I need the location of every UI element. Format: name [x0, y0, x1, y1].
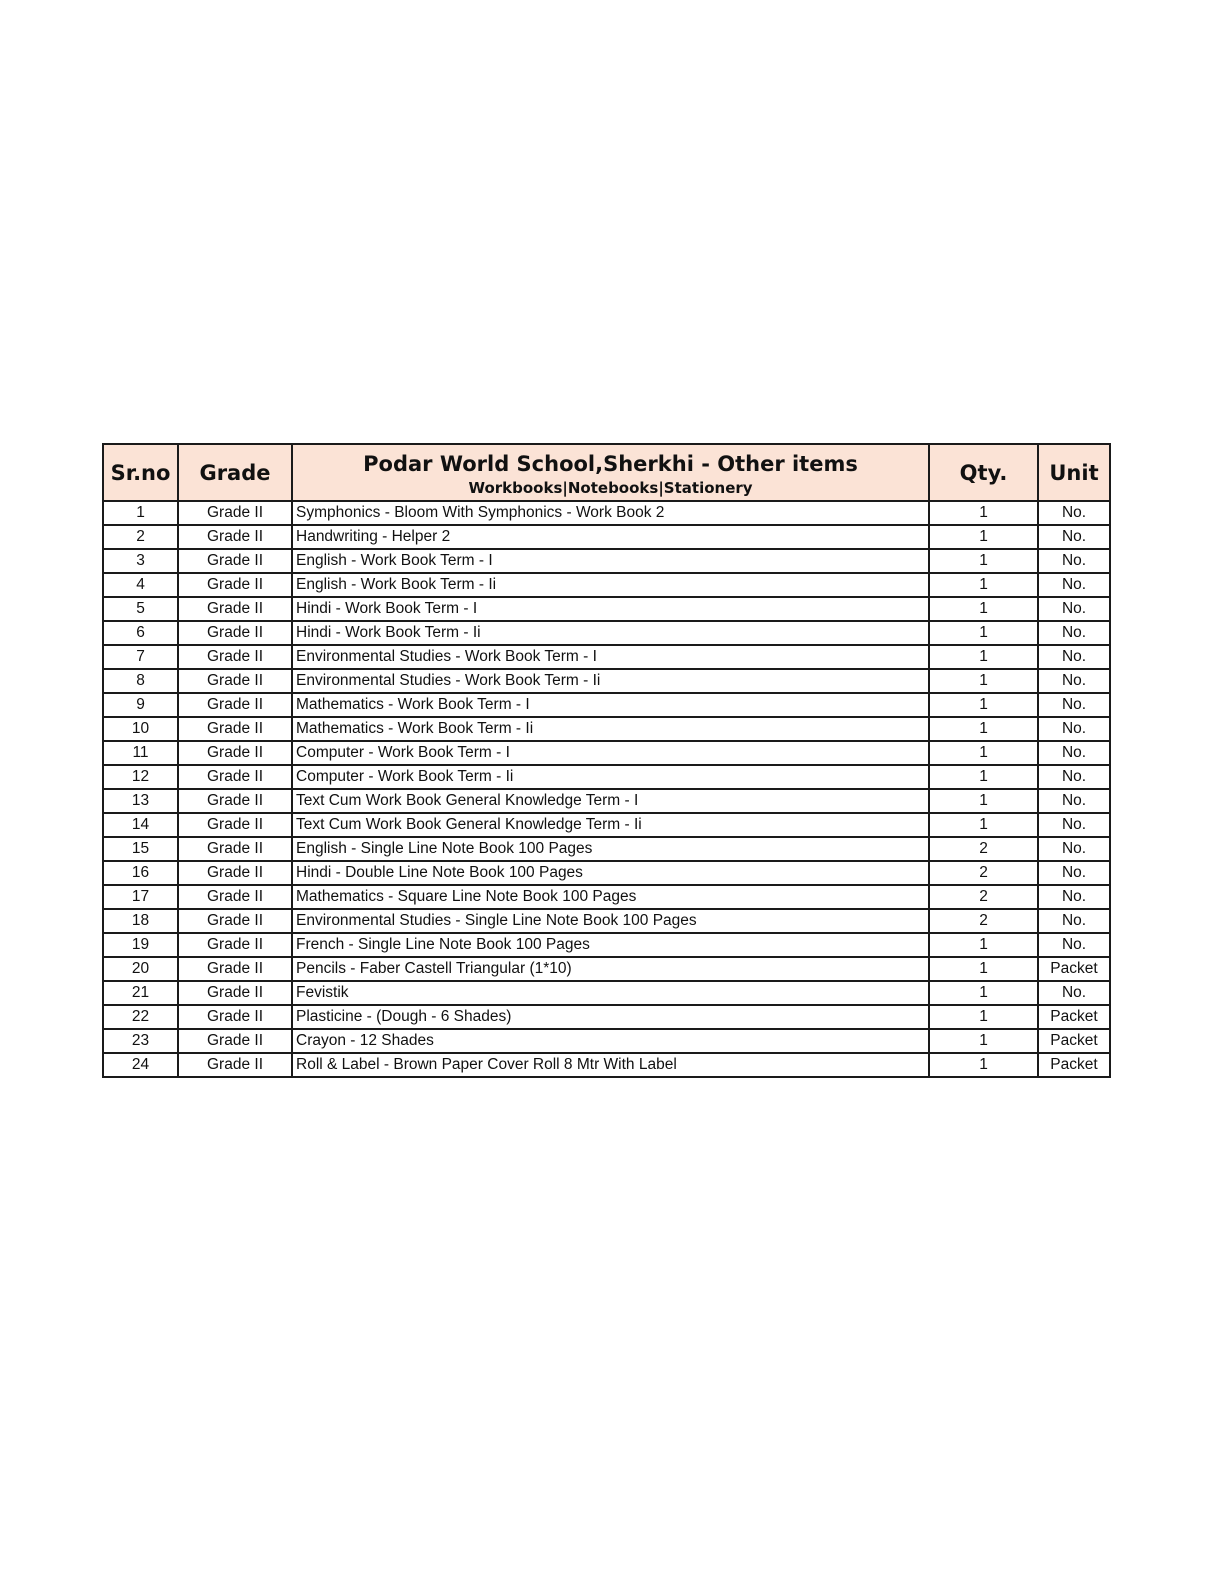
- row-qty: 1: [929, 1005, 1038, 1029]
- row-grade: Grade II: [178, 813, 292, 837]
- table-row: [103, 597, 1110, 621]
- header-title-cell: [292, 444, 929, 501]
- row-unit: No.: [1038, 525, 1110, 549]
- row-grade: Grade II: [178, 1005, 292, 1029]
- row-grade: Grade II: [178, 597, 292, 621]
- row-unit: No.: [1038, 693, 1110, 717]
- row-unit: No.: [1038, 597, 1110, 621]
- row-grade: Grade II: [178, 981, 292, 1005]
- table-header: [103, 444, 1110, 501]
- row-unit: No.: [1038, 909, 1110, 933]
- row-sr-no: 10: [103, 717, 178, 741]
- row-unit: No.: [1038, 789, 1110, 813]
- row-sr-no: 4: [103, 573, 178, 597]
- row-qty: 1: [929, 525, 1038, 549]
- table-row: [103, 813, 1110, 837]
- table-row: [103, 717, 1110, 741]
- items-table: [102, 443, 1111, 1078]
- table-row: [103, 525, 1110, 549]
- row-qty: 1: [929, 621, 1038, 645]
- row-qty: 1: [929, 693, 1038, 717]
- row-grade: Grade II: [178, 1029, 292, 1053]
- row-item-name: English - Work Book Term - Ii: [292, 573, 929, 597]
- row-unit: No.: [1038, 933, 1110, 957]
- row-grade: Grade II: [178, 645, 292, 669]
- row-grade: Grade II: [178, 765, 292, 789]
- row-item-name: Mathematics - Work Book Term - Ii: [292, 717, 929, 741]
- row-qty: 2: [929, 885, 1038, 909]
- table-row: [103, 669, 1110, 693]
- row-sr-no: 17: [103, 885, 178, 909]
- row-unit: No.: [1038, 813, 1110, 837]
- row-unit: No.: [1038, 837, 1110, 861]
- table-row: [103, 837, 1110, 861]
- row-grade: Grade II: [178, 717, 292, 741]
- header-qty: Qty.: [929, 444, 1038, 501]
- row-sr-no: 12: [103, 765, 178, 789]
- row-sr-no: 1: [103, 501, 178, 525]
- row-unit: No.: [1038, 645, 1110, 669]
- table-body: [103, 501, 1110, 1077]
- row-qty: 2: [929, 909, 1038, 933]
- table-row: [103, 501, 1110, 525]
- table-row: [103, 621, 1110, 645]
- row-sr-no: 14: [103, 813, 178, 837]
- row-item-name: Symphonics - Bloom With Symphonics - Work Book 2: [292, 501, 929, 525]
- row-item-name: Mathematics - Work Book Term - I: [292, 693, 929, 717]
- row-sr-no: 6: [103, 621, 178, 645]
- row-grade: Grade II: [178, 861, 292, 885]
- row-item-name: Environmental Studies - Work Book Term - Ii: [292, 669, 929, 693]
- table-row: [103, 1053, 1110, 1077]
- row-item-name: Environmental Studies - Work Book Term - I: [292, 645, 929, 669]
- row-unit: No.: [1038, 861, 1110, 885]
- row-unit: No.: [1038, 717, 1110, 741]
- row-sr-no: 19: [103, 933, 178, 957]
- row-sr-no: 24: [103, 1053, 178, 1077]
- header-grade: Grade: [178, 444, 292, 501]
- row-grade: Grade II: [178, 621, 292, 645]
- row-item-name: Handwriting - Helper 2: [292, 525, 929, 549]
- row-item-name: Environmental Studies - Single Line Note Book 100 Pages: [292, 909, 929, 933]
- row-qty: 1: [929, 933, 1038, 957]
- row-qty: 1: [929, 549, 1038, 573]
- row-qty: 1: [929, 501, 1038, 525]
- row-item-name: Fevistik: [292, 981, 929, 1005]
- row-grade: Grade II: [178, 525, 292, 549]
- table-row: [103, 741, 1110, 765]
- row-item-name: English - Work Book Term - I: [292, 549, 929, 573]
- row-sr-no: 18: [103, 909, 178, 933]
- row-sr-no: 11: [103, 741, 178, 765]
- row-qty: 1: [929, 957, 1038, 981]
- row-sr-no: 22: [103, 1005, 178, 1029]
- row-item-name: Computer - Work Book Term - Ii: [292, 765, 929, 789]
- row-qty: 1: [929, 1029, 1038, 1053]
- row-unit: Packet: [1038, 1029, 1110, 1053]
- row-sr-no: 15: [103, 837, 178, 861]
- row-unit: Packet: [1038, 1005, 1110, 1029]
- row-item-name: Hindi - Double Line Note Book 100 Pages: [292, 861, 929, 885]
- row-grade: Grade II: [178, 693, 292, 717]
- header-unit: Unit: [1038, 444, 1110, 501]
- row-sr-no: 5: [103, 597, 178, 621]
- row-grade: Grade II: [178, 549, 292, 573]
- row-unit: No.: [1038, 765, 1110, 789]
- row-sr-no: 2: [103, 525, 178, 549]
- table-row: [103, 909, 1110, 933]
- row-unit: Packet: [1038, 957, 1110, 981]
- row-grade: Grade II: [178, 789, 292, 813]
- table-row: [103, 573, 1110, 597]
- row-sr-no: 9: [103, 693, 178, 717]
- row-qty: 1: [929, 573, 1038, 597]
- items-sheet: [102, 443, 1109, 1078]
- row-grade: Grade II: [178, 501, 292, 525]
- row-qty: 1: [929, 717, 1038, 741]
- table-row: [103, 885, 1110, 909]
- table-row: [103, 933, 1110, 957]
- table-row: [103, 1005, 1110, 1029]
- row-item-name: Computer - Work Book Term - I: [292, 741, 929, 765]
- header-sr-no: Sr.no: [103, 444, 178, 501]
- row-qty: 1: [929, 597, 1038, 621]
- row-qty: 1: [929, 669, 1038, 693]
- table-row: [103, 789, 1110, 813]
- row-item-name: French - Single Line Note Book 100 Pages: [292, 933, 929, 957]
- row-grade: Grade II: [178, 837, 292, 861]
- row-sr-no: 20: [103, 957, 178, 981]
- row-unit: No.: [1038, 573, 1110, 597]
- row-qty: 1: [929, 765, 1038, 789]
- row-item-name: Pencils - Faber Castell Triangular (1*10): [292, 957, 929, 981]
- row-unit: No.: [1038, 549, 1110, 573]
- row-grade: Grade II: [178, 669, 292, 693]
- row-sr-no: 8: [103, 669, 178, 693]
- row-sr-no: 21: [103, 981, 178, 1005]
- row-item-name: Hindi - Work Book Term - I: [292, 597, 929, 621]
- row-item-name: Mathematics - Square Line Note Book 100 Pages: [292, 885, 929, 909]
- row-grade: Grade II: [178, 741, 292, 765]
- table-subtitle: Workbooks|Notebooks|Stationery: [468, 478, 753, 497]
- row-unit: No.: [1038, 501, 1110, 525]
- row-grade: Grade II: [178, 1053, 292, 1077]
- table-row: [103, 1029, 1110, 1053]
- row-item-name: Text Cum Work Book General Knowledge Term - I: [292, 789, 929, 813]
- row-item-name: Plasticine - (Dough - 6 Shades): [292, 1005, 929, 1029]
- row-grade: Grade II: [178, 885, 292, 909]
- row-sr-no: 23: [103, 1029, 178, 1053]
- table-row: [103, 981, 1110, 1005]
- row-grade: Grade II: [178, 909, 292, 933]
- row-qty: 1: [929, 1053, 1038, 1077]
- row-unit: No.: [1038, 981, 1110, 1005]
- row-sr-no: 7: [103, 645, 178, 669]
- table-row: [103, 693, 1110, 717]
- row-item-name: English - Single Line Note Book 100 Pages: [292, 837, 929, 861]
- header-row: [103, 444, 1110, 501]
- row-qty: 2: [929, 861, 1038, 885]
- row-item-name: Roll & Label - Brown Paper Cover Roll 8 Mtr With Label: [292, 1053, 929, 1077]
- table-row: [103, 957, 1110, 981]
- row-unit: No.: [1038, 669, 1110, 693]
- row-qty: 1: [929, 741, 1038, 765]
- row-item-name: Crayon - 12 Shades: [292, 1029, 929, 1053]
- row-unit: Packet: [1038, 1053, 1110, 1077]
- table-row: [103, 765, 1110, 789]
- row-item-name: Hindi - Work Book Term - Ii: [292, 621, 929, 645]
- table-row: [103, 645, 1110, 669]
- table-title: Podar World School,Sherkhi - Other items: [363, 451, 858, 476]
- row-qty: 1: [929, 645, 1038, 669]
- row-unit: No.: [1038, 741, 1110, 765]
- row-grade: Grade II: [178, 573, 292, 597]
- row-qty: 1: [929, 981, 1038, 1005]
- row-item-name: Text Cum Work Book General Knowledge Term - Ii: [292, 813, 929, 837]
- row-unit: No.: [1038, 885, 1110, 909]
- row-unit: No.: [1038, 621, 1110, 645]
- table-row: [103, 861, 1110, 885]
- table-row: [103, 549, 1110, 573]
- row-qty: 1: [929, 813, 1038, 837]
- row-sr-no: 3: [103, 549, 178, 573]
- row-sr-no: 13: [103, 789, 178, 813]
- row-grade: Grade II: [178, 957, 292, 981]
- row-sr-no: 16: [103, 861, 178, 885]
- row-qty: 2: [929, 837, 1038, 861]
- row-grade: Grade II: [178, 933, 292, 957]
- row-qty: 1: [929, 789, 1038, 813]
